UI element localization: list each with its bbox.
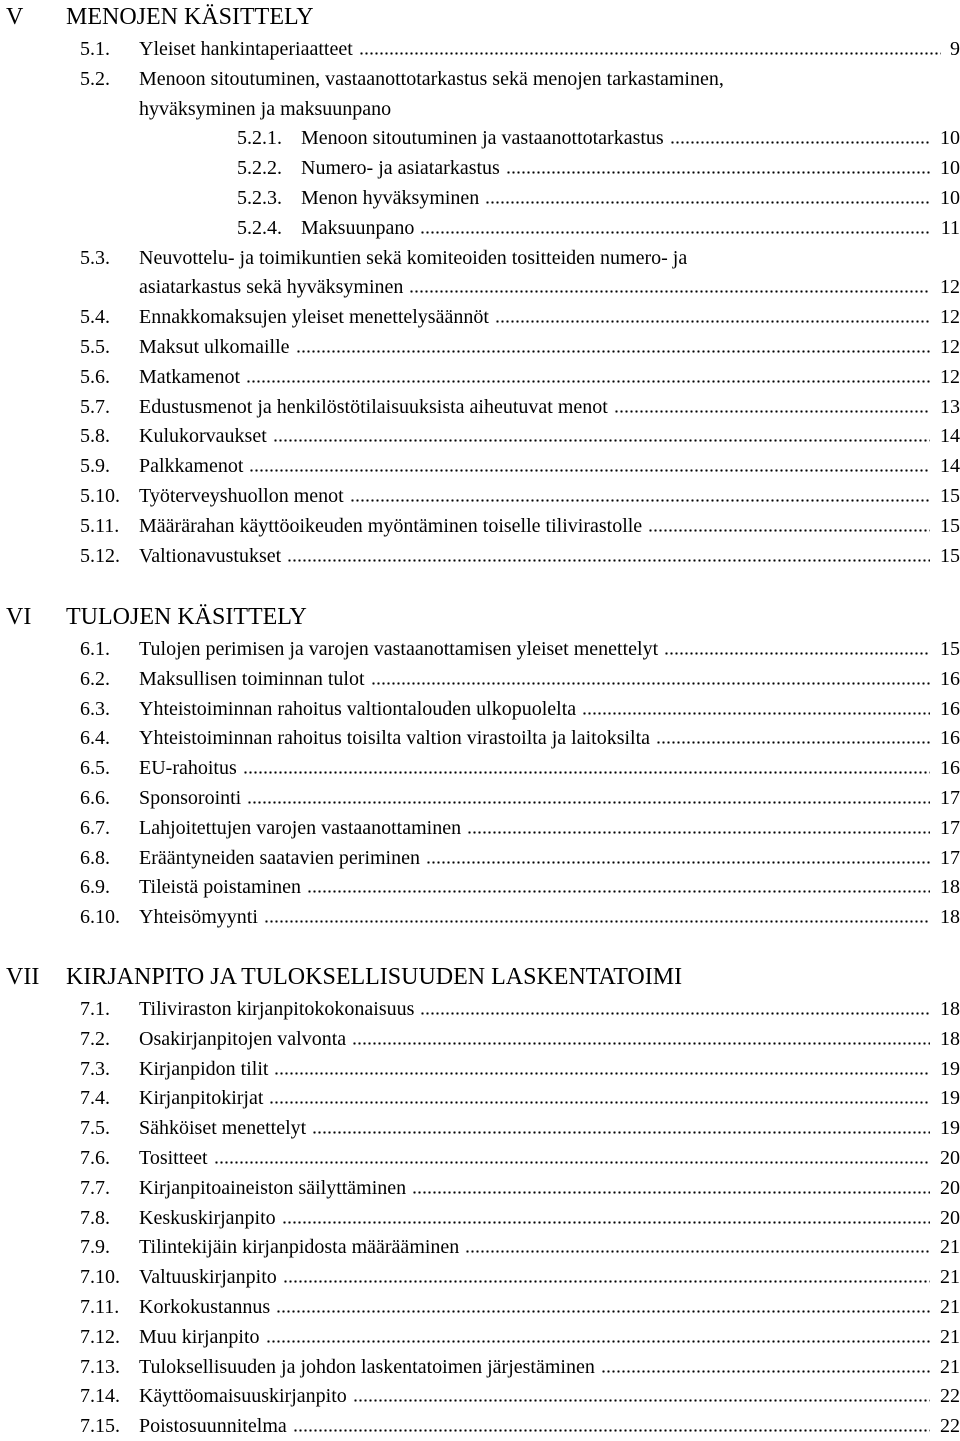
entry-page-number: 15	[940, 514, 960, 537]
entry-page-number: 16	[940, 697, 960, 720]
entry-title: Ennakkomaksujen yleiset menettelysäännöt	[139, 306, 489, 329]
dot-leader	[273, 439, 930, 442]
dot-leader	[409, 290, 930, 293]
entry-page-number: 16	[940, 727, 960, 750]
dot-leader	[269, 1101, 930, 1104]
section-heading	[0, 2, 960, 32]
section-title: KIRJANPITO JA TULOKSELLISUUDEN LASKENTATOIMI	[66, 964, 683, 990]
dot-leader	[670, 141, 930, 144]
toc-entry[interactable]	[0, 753, 960, 783]
section-heading	[0, 602, 960, 632]
entry-page-number: 21	[940, 1296, 960, 1318]
entry-page-number: 22	[940, 1385, 960, 1408]
entry-number: 6.1.	[80, 638, 110, 660]
entry-number: 6.4.	[80, 727, 110, 750]
toc-entry[interactable]	[0, 1083, 960, 1113]
entry-number: 5.4.	[80, 306, 110, 329]
dot-leader	[307, 890, 930, 893]
toc-entry-continuation[interactable]	[0, 94, 960, 124]
toc-entry[interactable]	[0, 1352, 960, 1382]
toc-entry[interactable]	[0, 451, 960, 481]
toc-entry[interactable]	[0, 1411, 960, 1441]
entry-title: Poistosuunnitelma	[139, 1415, 287, 1438]
entry-number: 6.6.	[80, 787, 110, 809]
entry-page-number: 14	[940, 455, 960, 478]
dot-leader	[426, 861, 930, 864]
entry-title: Matkamenot	[139, 365, 241, 388]
entry-page-number: 10	[940, 187, 960, 209]
toc-entry[interactable]	[0, 1203, 960, 1233]
entry-page-number: 17	[940, 787, 960, 809]
dot-leader	[582, 712, 930, 715]
toc-entry[interactable]	[0, 1024, 960, 1054]
entry-title: Osakirjanpitojen valvonta	[139, 1027, 347, 1050]
entry-page-number: 19	[940, 1087, 960, 1110]
toc-entry[interactable]	[0, 1232, 960, 1262]
toc-entry[interactable]	[0, 1322, 960, 1352]
dot-leader	[467, 831, 930, 834]
entry-page-number: 21	[940, 1325, 960, 1348]
entry-page-number: 21	[940, 1355, 960, 1378]
dot-leader	[264, 920, 930, 923]
entry-title: Käyttöomaisuuskirjanpito	[139, 1385, 347, 1408]
entry-number: 5.2.1.	[237, 127, 282, 150]
entry-number: 5.3.	[80, 246, 110, 269]
entry-title: Tileistä poistaminen	[139, 876, 302, 899]
entry-page-number: 19	[940, 1117, 960, 1140]
entry-number: 5.2.4.	[237, 216, 282, 239]
entry-page-number: 12	[940, 306, 960, 329]
toc-entry[interactable]	[0, 123, 960, 153]
entry-page-number: 12	[940, 276, 960, 299]
dot-leader	[249, 469, 930, 472]
entry-number: 7.12.	[80, 1325, 120, 1348]
entry-number: 7.8.	[80, 1206, 110, 1229]
entry-number: 5.1.	[80, 38, 110, 60]
entry-page-number: 19	[940, 1057, 960, 1080]
entry-title: Tiliviraston kirjanpitokokonaisuus	[139, 998, 415, 1020]
toc-entry[interactable]	[0, 1262, 960, 1292]
entry-number: 5.11.	[80, 514, 120, 537]
entry-title: Yhteisömyynti	[139, 906, 258, 929]
dot-leader	[656, 741, 930, 744]
section-roman-numeral: VII	[6, 964, 40, 990]
entry-title: Lahjoitettujen varojen vastaanottaminen	[139, 816, 462, 839]
entry-number: 7.6.	[80, 1147, 110, 1169]
entry-page-number: 21	[940, 1236, 960, 1259]
dot-leader	[412, 1191, 930, 1194]
entry-page-number: 20	[940, 1147, 960, 1169]
entry-number: 7.9.	[80, 1236, 110, 1259]
entry-number: 5.8.	[80, 425, 110, 448]
entry-number: 6.5.	[80, 757, 110, 780]
entry-page-number: 15	[940, 638, 960, 660]
entry-number: 5.6.	[80, 365, 110, 388]
toc-entry[interactable]	[0, 213, 960, 243]
toc-entry[interactable]	[0, 511, 960, 541]
entry-number: 7.3.	[80, 1057, 110, 1080]
dot-leader	[312, 1131, 930, 1134]
entry-title: Tuloksellisuuden ja johdon laskentatoimen järjestäminen	[139, 1355, 595, 1378]
toc-entry[interactable]	[0, 541, 960, 571]
entry-title: Sähköiset menettelyt	[139, 1117, 307, 1140]
entry-title: EU-rahoitus	[139, 757, 237, 780]
toc-entry[interactable]	[0, 183, 960, 213]
toc-entry[interactable]	[0, 694, 960, 724]
entry-number: 7.7.	[80, 1176, 110, 1199]
toc-entry-continuation[interactable]	[0, 272, 960, 302]
dot-leader	[420, 231, 930, 234]
dot-leader	[601, 1370, 930, 1373]
dot-leader	[485, 201, 930, 204]
entry-number: 6.2.	[80, 667, 110, 690]
toc-entry[interactable]	[0, 723, 960, 753]
entry-page-number: 20	[940, 1176, 960, 1199]
entry-number: 5.7.	[80, 395, 110, 418]
entry-title: Menoon sitoutuminen, vastaanottotarkastus sekä menojen tarkastaminen,	[139, 67, 724, 90]
entry-number: 7.2.	[80, 1027, 110, 1050]
dot-leader	[495, 320, 930, 323]
entry-page-number: 17	[940, 846, 960, 869]
entry-number: 5.2.	[80, 67, 110, 90]
entry-title: Valtuuskirjanpito	[139, 1266, 277, 1289]
entry-title: Keskuskirjanpito	[139, 1206, 276, 1229]
entry-number: 5.5.	[80, 336, 110, 358]
entry-number: 5.2.3.	[237, 187, 282, 209]
toc-entry[interactable]	[0, 902, 960, 932]
dot-leader	[246, 380, 930, 383]
dot-leader	[266, 1340, 930, 1343]
dot-leader	[352, 1042, 930, 1045]
dot-leader	[282, 1221, 930, 1224]
toc-entry[interactable]	[0, 664, 960, 694]
entry-title: Tilintekijäin kirjanpidosta määrääminen	[139, 1236, 460, 1259]
entry-title-continuation: hyväksyminen ja maksuunpano	[139, 97, 392, 120]
dot-leader	[506, 171, 930, 174]
toc-entry[interactable]	[0, 783, 960, 813]
entry-number: 6.9.	[80, 876, 110, 899]
dot-leader	[350, 499, 930, 502]
toc-entry[interactable]	[0, 1173, 960, 1203]
entry-title: Kirjanpitokirjat	[139, 1087, 264, 1110]
entry-title: Maksut ulkomaille	[139, 336, 290, 358]
entry-number: 7.14.	[80, 1385, 120, 1408]
toc-entry[interactable]	[0, 813, 960, 843]
entry-number: 6.10.	[80, 906, 120, 929]
toc-entry[interactable]	[0, 1143, 960, 1173]
dot-leader	[465, 1250, 930, 1253]
section-title: MENOJEN KÄSITTELY	[66, 4, 314, 30]
dot-leader	[293, 1429, 930, 1432]
entry-title: Yhteistoiminnan rahoitus valtiontalouden ulkopuolelta	[139, 697, 577, 720]
toc-entry[interactable]	[0, 392, 960, 422]
entry-page-number: 13	[940, 395, 960, 418]
toc-entry[interactable]	[0, 843, 960, 873]
entry-title: Korkokustannus	[139, 1296, 271, 1318]
dot-leader	[359, 52, 941, 55]
entry-title: Erääntyneiden saatavien periminen	[139, 846, 420, 869]
entry-page-number: 15	[940, 544, 960, 567]
entry-title: Kirjanpitoaineiston säilyttäminen	[139, 1176, 407, 1199]
entry-title: Kulukorvaukset	[139, 425, 267, 448]
entry-page-number: 14	[940, 425, 960, 448]
section-title: TULOJEN KÄSITTELY	[66, 604, 307, 630]
entry-title: Menoon sitoutuminen ja vastaanottotarkastus	[301, 127, 664, 150]
entry-number: 5.9.	[80, 455, 110, 478]
entry-page-number: 11	[940, 216, 960, 239]
entry-number: 5.10.	[80, 485, 120, 507]
dot-leader	[648, 529, 930, 532]
toc-entry[interactable]	[0, 64, 960, 94]
dot-leader	[420, 1012, 930, 1015]
entry-title: Maksuunpano	[301, 216, 415, 239]
entry-page-number: 20	[940, 1206, 960, 1229]
toc-entry[interactable]	[0, 1113, 960, 1143]
dot-leader	[276, 1310, 930, 1313]
entry-page-number: 10	[940, 127, 960, 150]
entry-title-continuation: asiatarkastus sekä hyväksyminen	[139, 276, 404, 299]
entry-number: 7.4.	[80, 1087, 110, 1110]
toc-entry[interactable]	[0, 1054, 960, 1084]
entry-page-number: 9	[950, 38, 960, 60]
toc-entry[interactable]	[0, 994, 960, 1024]
entry-title: Työterveyshuollon menot	[139, 485, 344, 507]
entry-number: 7.13.	[80, 1355, 120, 1378]
entry-page-number: 18	[940, 1027, 960, 1050]
toc-entry[interactable]	[0, 421, 960, 451]
entry-title: Kirjanpidon tilit	[139, 1057, 269, 1080]
toc-entry[interactable]	[0, 243, 960, 273]
entry-number: 6.3.	[80, 697, 110, 720]
entry-title: Tulojen perimisen ja varojen vastaanottamisen yleiset menettelyt	[139, 638, 659, 660]
entry-title: Yleiset hankintaperiaatteet	[139, 38, 353, 60]
section-roman-numeral: VI	[6, 604, 32, 630]
entry-page-number: 16	[940, 757, 960, 780]
toc-entry[interactable]	[0, 34, 960, 64]
entry-page-number: 12	[940, 365, 960, 388]
dot-leader	[371, 682, 930, 685]
entry-page-number: 17	[940, 816, 960, 839]
entry-number: 5.12.	[80, 544, 120, 567]
entry-page-number: 18	[940, 906, 960, 929]
entry-number: 7.11.	[80, 1296, 120, 1318]
toc-entry[interactable]	[0, 1381, 960, 1411]
dot-leader	[614, 410, 930, 413]
entry-page-number: 21	[940, 1266, 960, 1289]
entry-title: Valtionavustukset	[139, 544, 282, 567]
toc-entry[interactable]	[0, 872, 960, 902]
toc-entry[interactable]	[0, 153, 960, 183]
toc-entry[interactable]	[0, 362, 960, 392]
toc-entry[interactable]	[0, 332, 960, 362]
dot-leader	[243, 771, 930, 774]
section-roman-numeral: V	[6, 4, 24, 30]
dot-leader	[353, 1399, 930, 1402]
entry-number: 7.15.	[80, 1415, 120, 1438]
entry-title: Maksullisen toiminnan tulot	[139, 667, 365, 690]
entry-title: Numero- ja asiatarkastus	[301, 157, 500, 180]
dot-leader	[296, 350, 930, 353]
entry-page-number: 22	[940, 1415, 960, 1438]
entry-number: 6.8.	[80, 846, 110, 869]
entry-number: 7.5.	[80, 1117, 110, 1140]
entry-title: Menon hyväksyminen	[301, 187, 480, 209]
entry-title: Yhteistoiminnan rahoitus toisilta valtion virastoilta ja laitoksilta	[139, 727, 651, 750]
entry-number: 5.2.2.	[237, 157, 282, 180]
entry-page-number: 12	[940, 336, 960, 358]
toc-entry[interactable]	[0, 481, 960, 511]
toc-entry[interactable]	[0, 1292, 960, 1322]
entry-number: 6.7.	[80, 816, 110, 839]
dot-leader	[274, 1072, 930, 1075]
toc-entry[interactable]	[0, 634, 960, 664]
entry-title: Edustusmenot ja henkilöstötilaisuuksista aiheutuvat menot	[139, 395, 608, 418]
dot-leader	[214, 1161, 930, 1164]
entry-page-number: 15	[940, 485, 960, 507]
entry-page-number: 18	[940, 998, 960, 1020]
dot-leader	[283, 1280, 930, 1283]
entry-number: 7.1.	[80, 998, 110, 1020]
section-heading	[0, 962, 960, 992]
entry-page-number: 10	[940, 157, 960, 180]
dot-leader	[664, 652, 930, 655]
entry-page-number: 18	[940, 876, 960, 899]
entry-number: 7.10.	[80, 1266, 120, 1289]
dot-leader	[287, 559, 930, 562]
entry-title: Määrärahan käyttöoikeuden myöntäminen toiselle tilivirastolle	[139, 514, 643, 537]
entry-title: Palkkamenot	[139, 455, 244, 478]
dot-leader	[247, 801, 930, 804]
toc-entry[interactable]	[0, 302, 960, 332]
entry-title: Muu kirjanpito	[139, 1325, 260, 1348]
entry-title: Sponsorointi	[139, 787, 242, 809]
entry-title: Neuvottelu- ja toimikuntien sekä komiteoiden tositteiden numero- ja	[139, 246, 688, 269]
entry-page-number: 16	[940, 667, 960, 690]
entry-title: Tositteet	[139, 1147, 208, 1169]
